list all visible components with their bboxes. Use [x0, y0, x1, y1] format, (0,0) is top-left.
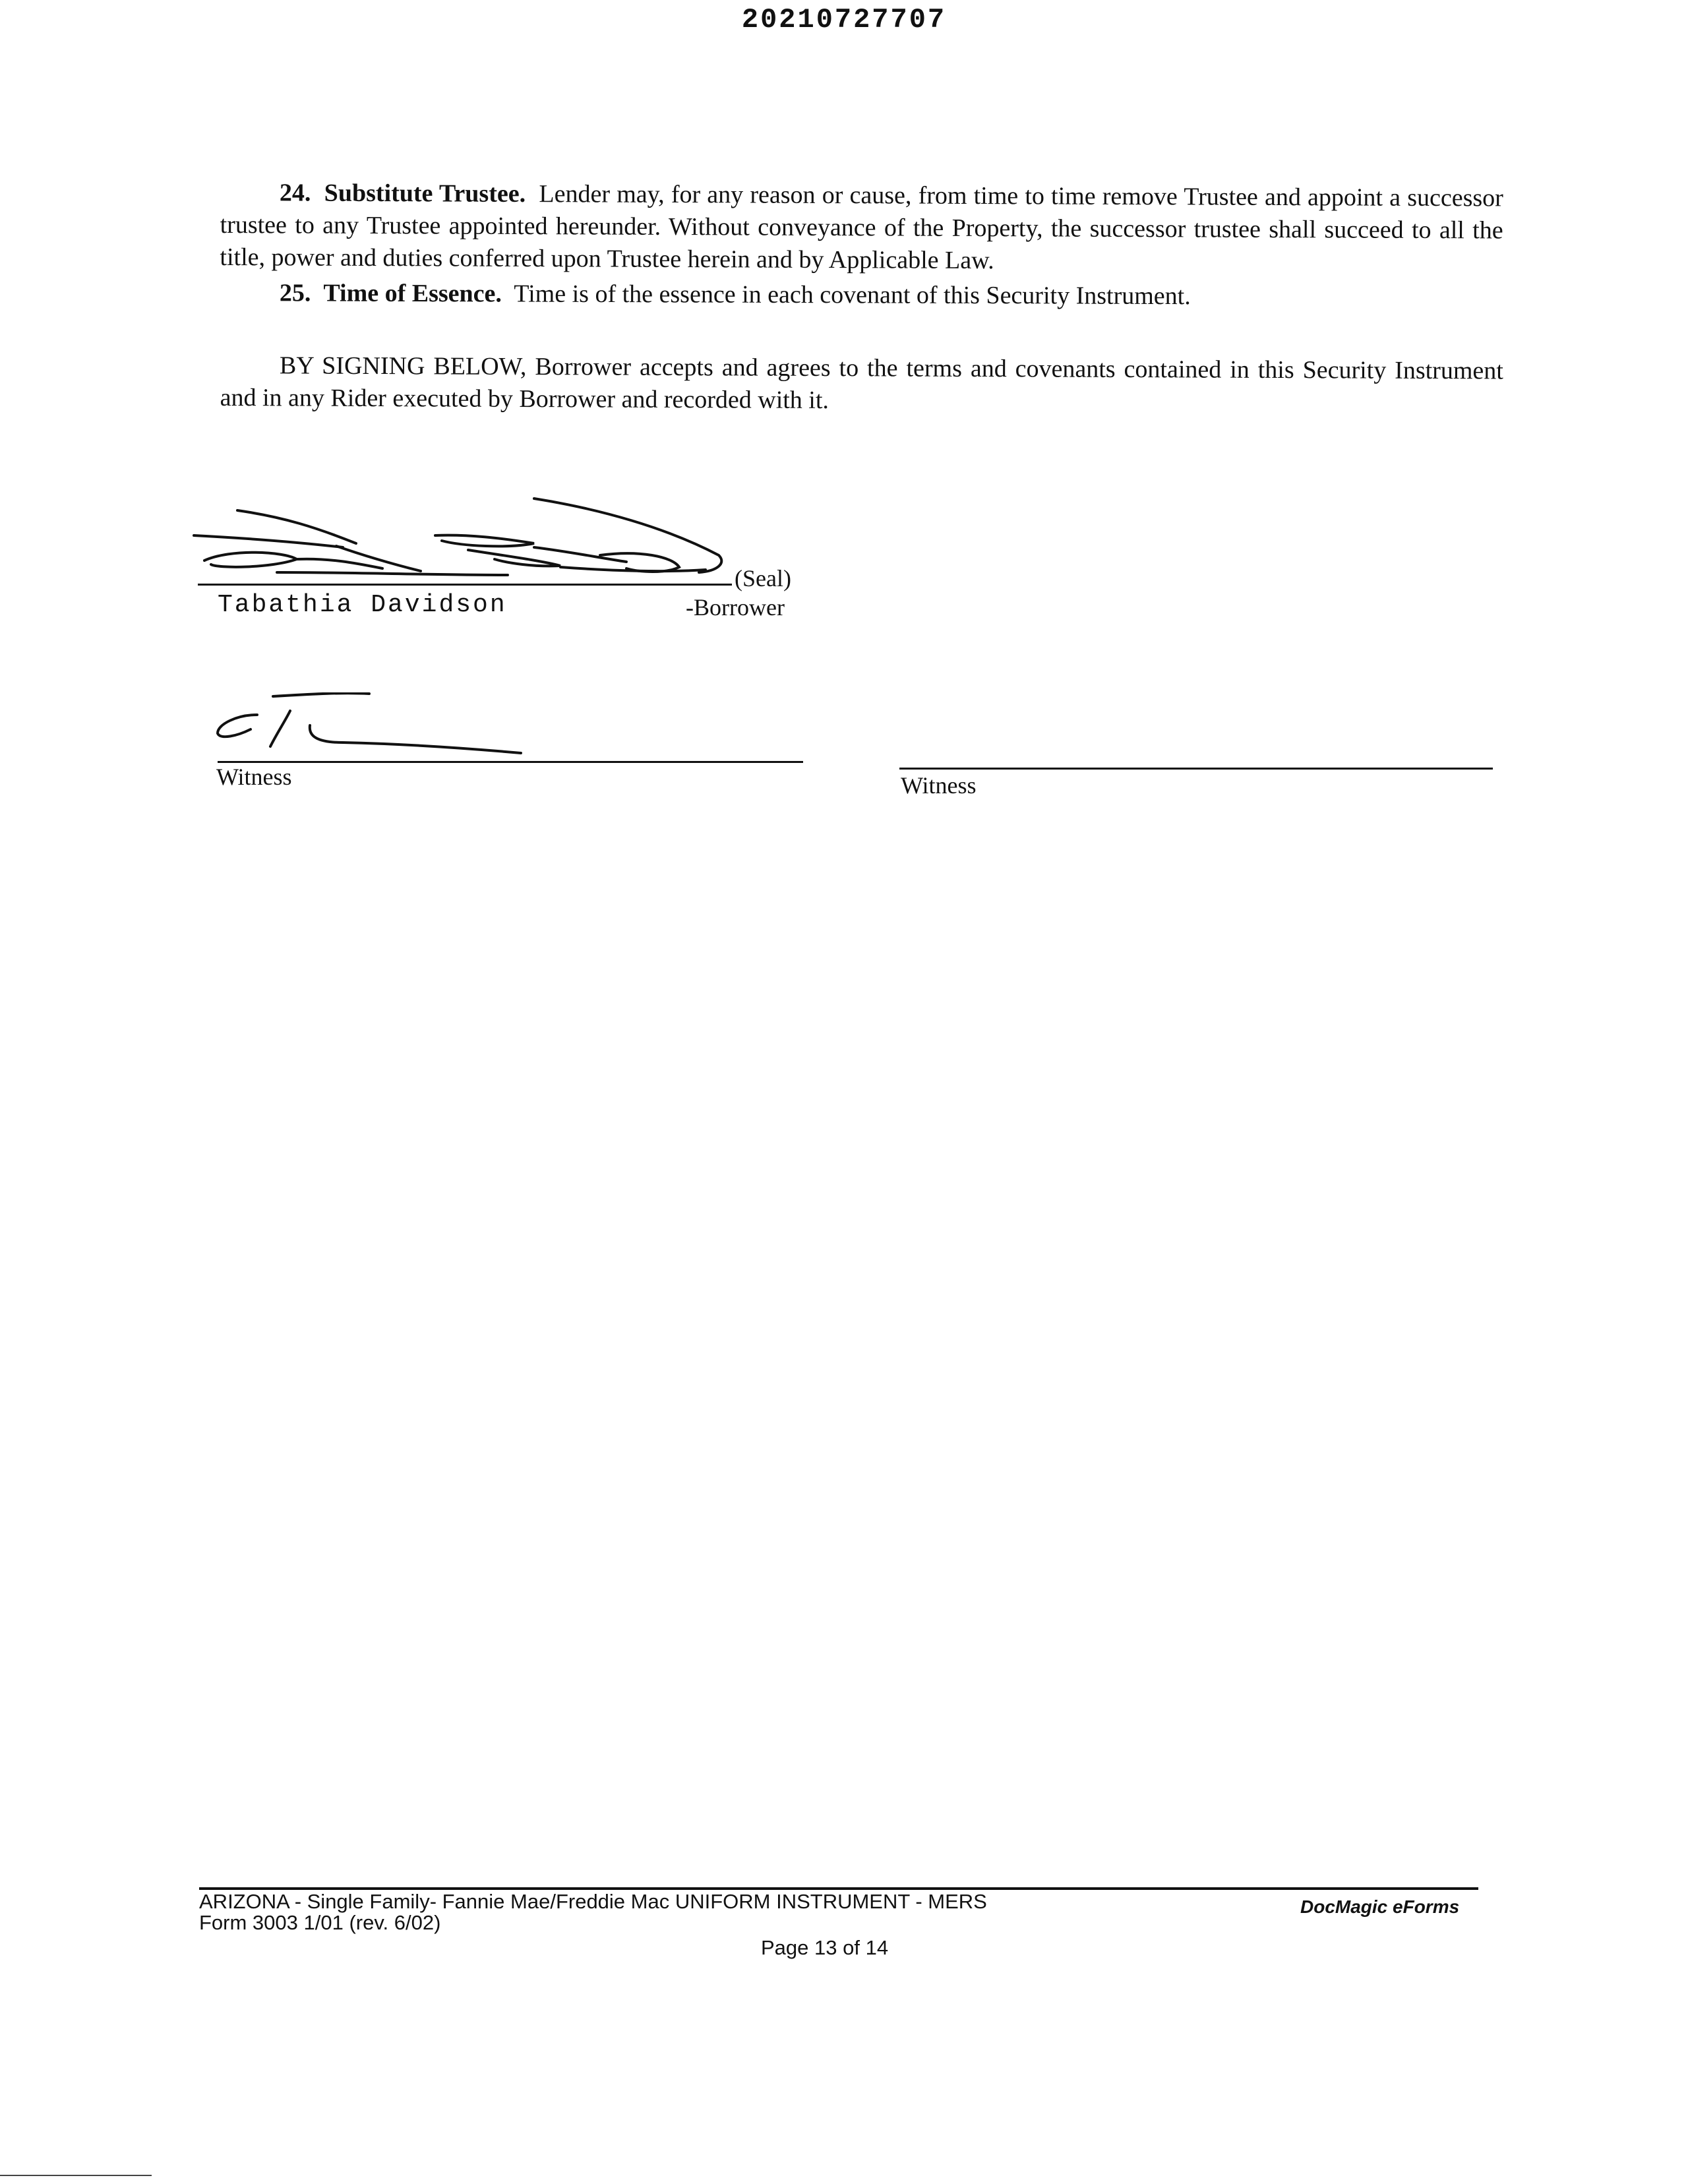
borrower-name: Tabathia Davidson	[218, 591, 507, 619]
section-25-number: 25.	[279, 279, 311, 307]
witness-2-line	[899, 768, 1493, 770]
section-25	[220, 277, 1503, 314]
witness-1-label: Witness	[216, 764, 292, 790]
witness-2-label: Witness	[901, 772, 977, 799]
footer-form-title: ARIZONA - Single Family- Fannie Mae/Freddie Mac UNIFORM INSTRUMENT - MERS	[199, 1890, 987, 1913]
recording-number: 20210727707	[741, 4, 947, 36]
section-24-text: Lender may, for any reason or cause, from time to time remove Trustee and appoint a successor trustee to any Trustee appointed hereunder. Without conveyance of the Property, the successor trustee shall succeed to all the title, power and duties conferred upon Trustee herein and by Applicable Law.	[220, 180, 1503, 275]
witness-1-line	[218, 761, 803, 763]
signing-statement	[220, 349, 1503, 419]
borrower-role-label: -Borrower	[686, 594, 785, 621]
footer-form-number: Form 3003 1/01 (rev. 6/02)	[199, 1911, 441, 1934]
scan-edge-mark	[0, 2175, 152, 2176]
section-24-title: Substitute Trustee.	[324, 179, 526, 208]
borrower-signature-line	[198, 584, 732, 586]
footer-page-number: Page 13 of 14	[761, 1936, 889, 1959]
section-24	[220, 177, 1503, 279]
section-25-text: Time is of the essence in each covenant of this Security Instrument.	[514, 280, 1191, 311]
section-25-title: Time of Essence.	[323, 279, 502, 308]
footer-brand: DocMagic eForms	[1300, 1896, 1460, 1917]
signing-statement-text: BY SIGNING BELOW, Borrower accepts and agrees to the terms and covenants contained in this Security Instrument and in any Rider executed by Borrower and recorded with it.	[220, 351, 1503, 415]
borrower-signature	[191, 495, 738, 587]
seal-label: (Seal)	[735, 565, 791, 592]
witness-signature	[211, 692, 554, 765]
section-24-number: 24.	[279, 179, 311, 207]
